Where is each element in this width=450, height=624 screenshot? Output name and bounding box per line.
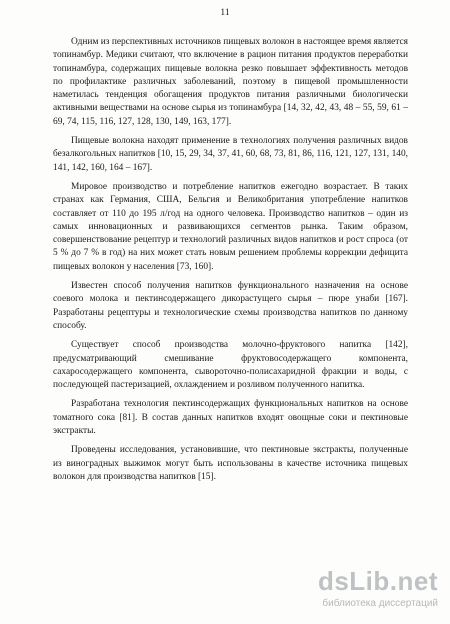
page-number: 11 <box>220 8 230 18</box>
page-body <box>53 36 408 490</box>
paragraph: Проведены исследования, установившие, что пектиновые экстракты, полученные из виноградных выжимок могут быть использованы в качестве источника пищевых волокон для производства напитков [15]. <box>53 445 408 482</box>
paragraph: Одним из перспективных источников пищевых волокон в настоящее время является топинамбур. Медики считают, что включение в рацион питания продуктов переработки топинамбура, содержащих пищевые волокна резко повышает эффективность методов по профилактике различных заболеваний, поэтому в пищевой промышленности наметилась тенденция обогащения продуктов питания различными биологически активными веществами на основе сырья из топинамбура [14, 32, 42, 43, 48 – 55, 59, 61 – 69, 74, 115, 116, 127, 128, 130, 149, 163, 177]. <box>53 37 408 127</box>
watermark-logo: dsLib.net <box>317 566 438 596</box>
paragraph: Существует способ производства молочно-фруктового напитка [142], предусматривающий смешивание фруктовосодержащего компонента, сахаросодержащего компонента, сывороточно-полисахаридной фракции и воды, с последующей пастеризацией, охлаждением и розливом полученного напитка. <box>53 340 408 391</box>
paragraph: Разработана технология пектинсодержащих функциональных напитков на основе томатного сока [81]. В состав данных напитков входят овощные соки и пектиновые экстракты. <box>53 399 408 437</box>
watermark <box>288 566 438 616</box>
paragraph: Пищевые волокна находят применение в технологиях получения различных видов безалкогольных напитков [10, 15, 29, 34, 37, 41, 60, 68, 73, 81, 86, 116, 121, 127, 131, 140, 141, 142, 160, 164 – 167]. <box>53 136 408 173</box>
paragraph: Известен способ получения напитков функционального назначения на основе соевого молока и пектинсодержащего дикорастущего сырья – пюре унаби [167]. Разработаны рецептуры и технологические схемы производства напитков по данному способу. <box>53 281 408 331</box>
watermark-caption: библиотека диссертаций <box>322 598 438 609</box>
paragraph: Мировое производство и потребление напитков ежегодно возрастает. В таких странах как Германия, США, Бельгия и Великобритания употребление напитков составляет от 110 до 195 л/год на одного человека. Производство напитков – один из самых инновационных и развивающихся сегментов рынка. Таким образом, совершенствование рецептур и технологий различных видов напитков и рост спроса (от 5 % до 7 % в год) на них может стать новым решением проблемы коррекции дефицита пищевых волокон у населения [73, 160]. <box>53 181 408 272</box>
